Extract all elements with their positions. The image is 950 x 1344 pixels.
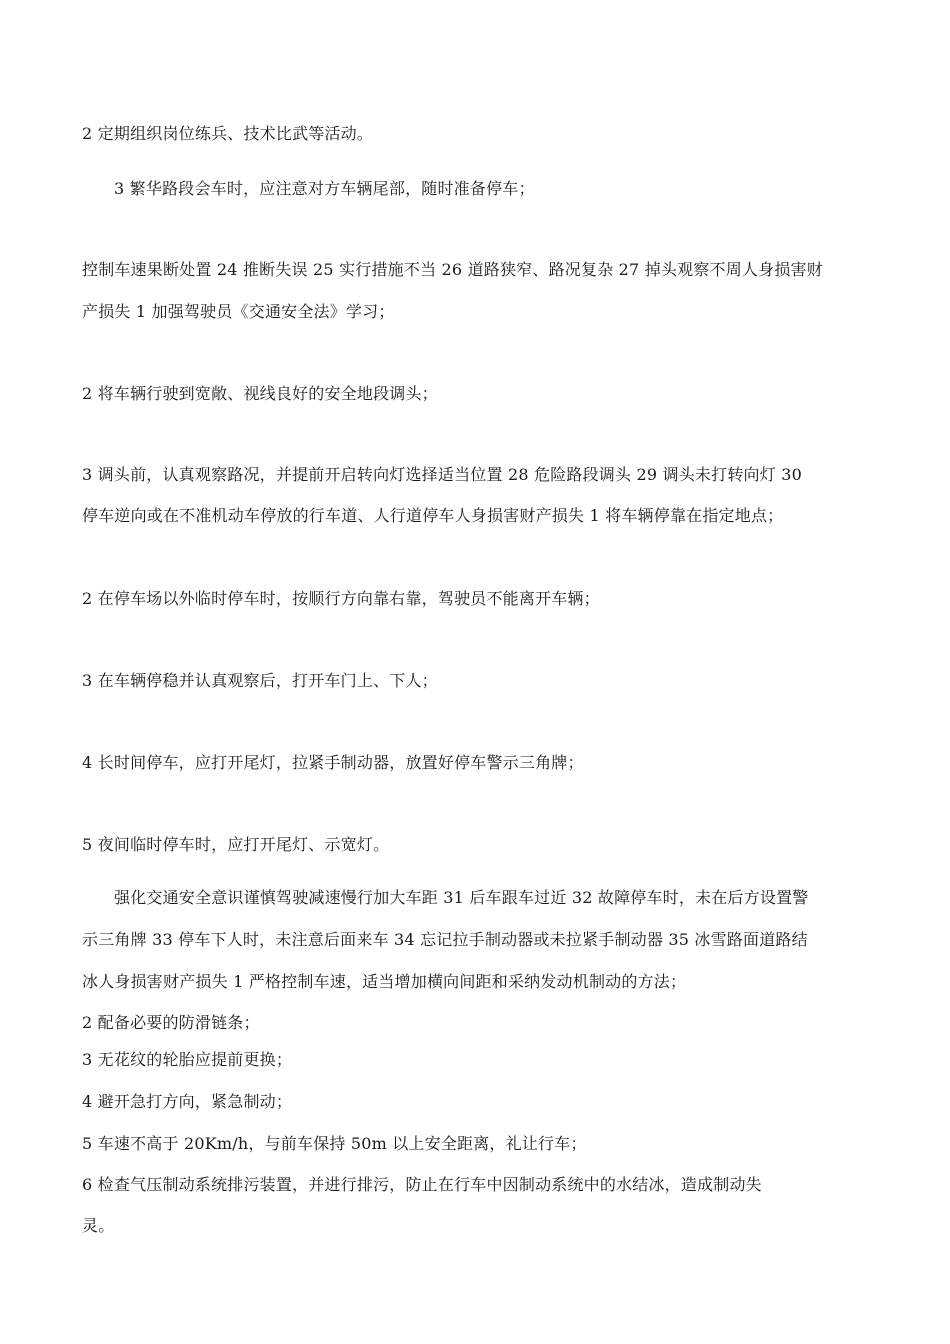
text-line: 2 定期组织岗位练兵、技术比武等活动。 (82, 124, 374, 143)
text-line: 冰人身损害财产损失 1 严格控制车速，适当增加横向间距和采纳发动机制动的方法； (82, 972, 687, 991)
text-line: 2 将车辆行驶到宽敞、视线良好的安全地段调头； (82, 384, 438, 403)
text-line: 停车逆向或在不准机动车停放的行车道、人行道停车人身损害财产损失 1 将车辆停靠在指定地点； (82, 506, 784, 525)
text-line: 控制车速果断处置 24 推断失误 25 实行措施不当 26 道路狭窄、路况复杂 27 掉头观察不周人身损害财 (82, 260, 823, 279)
text-line: 2 在停车场以外临时停车时，按顺行方向靠右靠，驾驶员不能离开车辆； (82, 589, 600, 608)
text-line: 3 无花纹的轮胎应提前更换； (82, 1050, 293, 1069)
text-line: 产损失 1 加强驾驶员《交通安全法》学习； (82, 302, 395, 321)
text-line: 4 避开急打方向，紧急制动； (82, 1092, 293, 1111)
text-line: 示三角牌 33 停车下人时，未注意后面来车 34 忘记拉手制动器或未拉紧手制动器 35 冰雪路面道路结 (82, 930, 808, 949)
text-line: 4 长时间停车，应打开尾灯，拉紧手制动器，放置好停车警示三角牌； (82, 753, 584, 772)
text-line: 3 在车辆停稳并认真观察后，打开车门上、下人； (82, 671, 438, 690)
text-line: 3 调头前，认真观察路况，并提前开启转向灯选择适当位置 28 危险路段调头 29 调头未打转向灯 30 (82, 465, 802, 484)
text-line: 6 检查气压制动系统排污装置，并进行排污，防止在行车中因制动系统中的水结冰，造成制动失 (82, 1175, 762, 1194)
text-line: 3 繁华路段会车时，应注意对方车辆尾部，随时准备停车； (114, 179, 535, 198)
text-line: 强化交通安全意识谨慎驾驶减速慢行加大车距 31 后车跟车过近 32 故障停车时，未在后方设置警 (114, 888, 809, 907)
text-line: 5 夜间临时停车时，应打开尾灯、示宽灯。 (82, 835, 390, 854)
text-line: 灵。 (82, 1216, 115, 1235)
text-line: 5 车速不高于 20Km/h，与前车保持 50m 以上安全距离，礼让行车； (82, 1134, 587, 1153)
text-line: 2 配备必要的防滑链条； (82, 1013, 260, 1032)
